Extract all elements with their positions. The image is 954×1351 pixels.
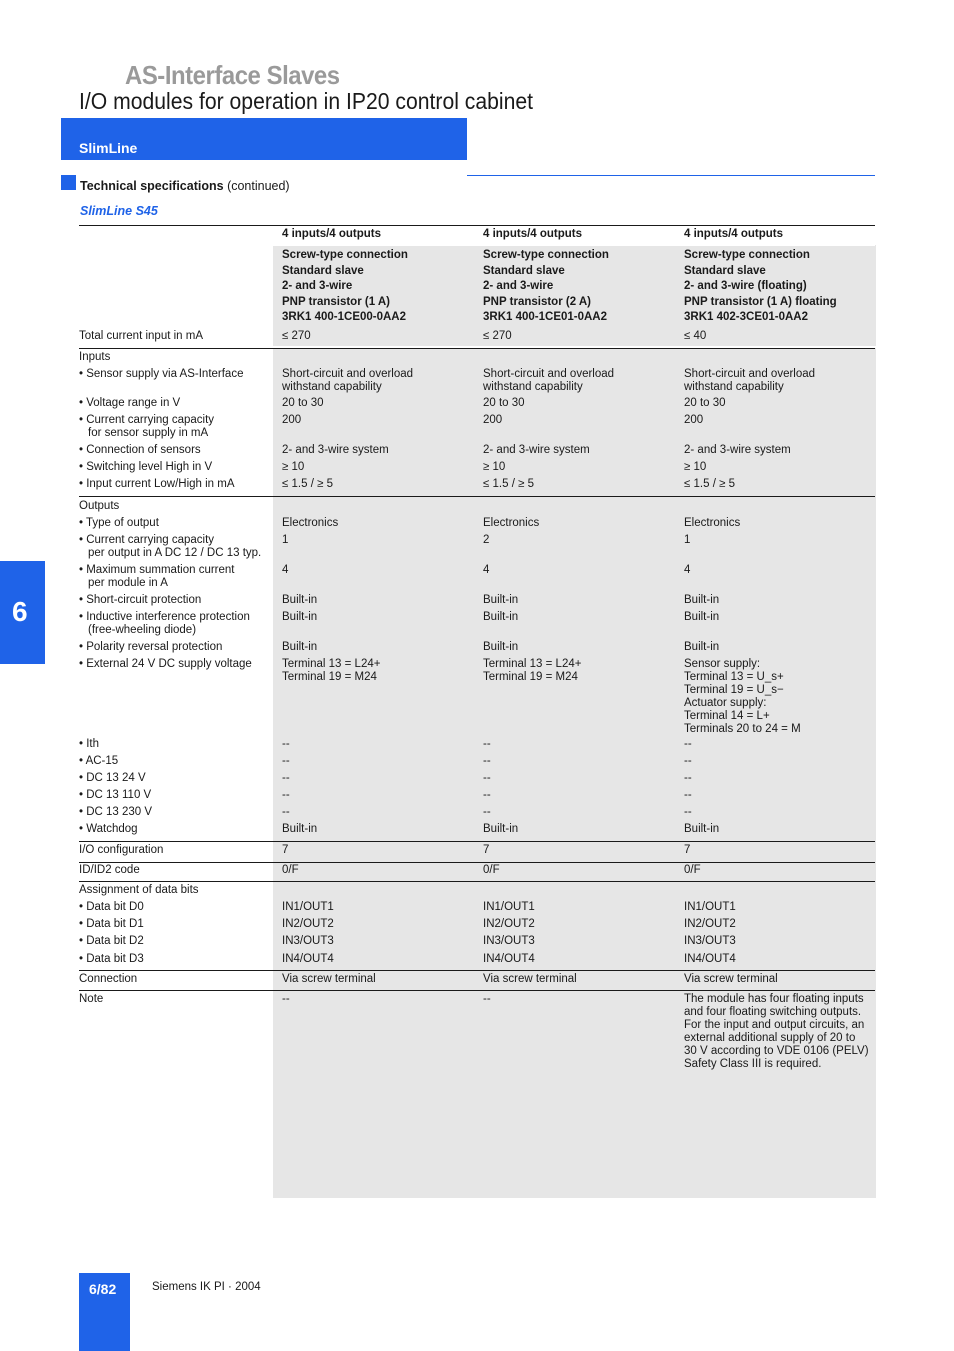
row-value: Built-in: [483, 594, 519, 606]
section-band: [61, 118, 467, 160]
row-value: ≤ 270: [483, 330, 512, 342]
row-label: Note: [79, 993, 104, 1005]
row-value: Terminal 13 = L24+ Terminal 19 = M24: [483, 658, 582, 683]
row-value: --: [282, 789, 290, 801]
row-label: • Connection of sensors: [79, 444, 201, 456]
row-label: Total current input in mA: [79, 330, 204, 342]
header-separator: [273, 245, 875, 246]
row-value: ≥ 10: [483, 461, 506, 473]
row-label: • Ith: [79, 738, 100, 750]
divider: [467, 175, 875, 176]
row-label: • Sensor supply via AS-Interface: [79, 368, 244, 380]
row-value: --: [282, 993, 290, 1005]
page-title: AS-Interface Slaves: [125, 60, 340, 90]
row-value: --: [684, 772, 692, 784]
row-value: Built-in: [483, 823, 519, 835]
row-value: Terminal 13 = L24+ Terminal 19 = M24: [282, 658, 381, 683]
row-value: --: [483, 993, 491, 1005]
row-value: Built-in: [684, 823, 720, 835]
bullet-square-icon: [61, 175, 76, 190]
table-rule: [79, 970, 875, 971]
column-description: Screw-type connection Standard slave 2- and 3-wire PNP transistor (1 A) 3RK1 400-1CE00-0AA2: [282, 249, 408, 323]
row-value: Short-circuit and overload withstand capability: [282, 368, 414, 393]
row-value: --: [483, 789, 491, 801]
chapter-number: 6: [12, 596, 28, 627]
column-heading: 4 inputs/4 outputs: [483, 228, 583, 240]
row-label: ID/ID2 code: [79, 864, 140, 876]
row-value: --: [684, 806, 692, 818]
row-value: 7: [684, 844, 691, 856]
row-value: Built-in: [282, 823, 318, 835]
row-value: ≥ 10: [684, 461, 707, 473]
row-value: IN4/OUT4: [483, 953, 535, 965]
row-value: Built-in: [282, 611, 318, 623]
table-rule: [79, 881, 875, 882]
row-value: Built-in: [684, 611, 720, 623]
row-label: • DC 13 230 V: [79, 806, 153, 818]
row-label: • Polarity reversal protection: [79, 641, 223, 653]
row-value: --: [483, 772, 491, 784]
row-label: • Data bit D0: [79, 901, 144, 913]
row-value: 2- and 3-wire system: [483, 444, 590, 456]
row-value: IN1/OUT1: [282, 901, 334, 913]
row-label: • Current carrying capacity per output in A DC 12 / DC 13 typ.: [79, 534, 262, 559]
row-value: IN3/OUT3: [282, 935, 334, 947]
row-value: Built-in: [483, 641, 519, 653]
column-heading: 4 inputs/4 outputs: [282, 228, 382, 240]
row-value: 200: [684, 414, 704, 426]
row-label: • Voltage range in V: [79, 397, 181, 409]
row-value: --: [483, 806, 491, 818]
table-rule: [79, 496, 875, 497]
row-value: --: [684, 789, 692, 801]
row-value: --: [282, 738, 290, 750]
row-value: --: [282, 806, 290, 818]
row-value: 0/F: [684, 864, 701, 876]
page-number: 6/82: [89, 1281, 117, 1297]
chapter-tab: [0, 561, 45, 664]
row-value: IN4/OUT4: [684, 953, 736, 965]
row-value: 20 to 30: [282, 397, 324, 409]
table-rule: [79, 348, 875, 349]
row-value: 1: [684, 534, 691, 546]
row-value: --: [483, 755, 491, 767]
row-label: I/O configuration: [79, 844, 164, 856]
column-description: Screw-type connection Standard slave 2- and 3-wire PNP transistor (2 A) 3RK1 400-1CE01-0AA2: [483, 249, 609, 323]
table-rule: [79, 225, 875, 226]
row-value: Built-in: [282, 641, 318, 653]
row-label: • Data bit D1: [79, 918, 144, 930]
row-value: IN1/OUT1: [684, 901, 736, 913]
row-value: IN3/OUT3: [483, 935, 535, 947]
row-label: Outputs: [79, 500, 120, 512]
row-value: ≤ 1.5 / ≥ 5: [282, 478, 333, 490]
row-value: 200: [483, 414, 503, 426]
row-value: --: [282, 772, 290, 784]
techspec-suffix: (continued): [227, 179, 290, 193]
row-label: • Data bit D2: [79, 935, 144, 947]
row-value: ≤ 270: [282, 330, 311, 342]
row-value: 2- and 3-wire system: [684, 444, 791, 456]
row-value: Sensor supply: Terminal 13 = U_s+ Terminal 19 = U_s− Actuator supply: Terminal 14 = L+ Terminals 20 to 24 = M: [684, 658, 801, 735]
row-value: The module has four floating inputs and four floating switching outputs. For the input and output circuits, an external additional supply of 20 to 30 V according to VDE 0106 (PELV) Safety Class III is required.: [684, 993, 869, 1070]
row-label: • DC 13 110 V: [79, 789, 152, 801]
row-value: 20 to 30: [684, 397, 726, 409]
section-label: SlimLine: [79, 140, 138, 156]
row-value: --: [684, 738, 692, 750]
row-label: Inputs: [79, 351, 111, 363]
row-value: Built-in: [282, 594, 318, 606]
row-value: Electronics: [684, 517, 741, 529]
row-label: • AC-15: [79, 755, 119, 767]
techspec-label: Technical specifications: [80, 179, 224, 193]
row-label: • Watchdog: [79, 823, 138, 835]
row-label: • Input current Low/High in mA: [79, 478, 235, 490]
row-value: Short-circuit and overload withstand capability: [483, 368, 615, 393]
row-value: --: [483, 738, 491, 750]
row-value: IN4/OUT4: [282, 953, 334, 965]
row-label: • Maximum summation current per module in A: [79, 564, 235, 589]
row-value: --: [684, 755, 692, 767]
row-value: 1: [282, 534, 289, 546]
row-value: --: [282, 755, 290, 767]
row-label: • Switching level High in V: [79, 461, 213, 473]
row-value: 200: [282, 414, 302, 426]
row-value: 4: [483, 564, 490, 576]
table-rule: [79, 841, 875, 842]
row-label: Connection: [79, 973, 138, 985]
row-label: • Current carrying capacity for sensor supply in mA: [79, 414, 215, 439]
row-value: IN2/OUT2: [684, 918, 736, 930]
row-value: Via screw terminal: [483, 973, 577, 985]
row-value: 2- and 3-wire system: [282, 444, 389, 456]
column-description: Screw-type connection Standard slave 2- and 3-wire (floating) PNP transistor (1 A) floating 3RK1 402-3CE01-0AA2: [684, 249, 837, 323]
row-value: 20 to 30: [483, 397, 525, 409]
row-value: 2: [483, 534, 490, 546]
row-label: Assignment of data bits: [79, 884, 199, 896]
table-rule: [79, 862, 875, 863]
row-value: Built-in: [483, 611, 519, 623]
row-value: IN3/OUT3: [684, 935, 736, 947]
row-value: IN2/OUT2: [483, 918, 535, 930]
row-value: 0/F: [483, 864, 500, 876]
row-value: IN2/OUT2: [282, 918, 334, 930]
page-subtitle: I/O modules for operation in IP20 control cabinet: [79, 88, 534, 114]
row-value: Electronics: [282, 517, 339, 529]
footer-text: Siemens IK PI · 2004: [152, 1281, 261, 1293]
row-value: IN1/OUT1: [483, 901, 535, 913]
row-value: 7: [282, 844, 289, 856]
row-value: ≥ 10: [282, 461, 305, 473]
row-value: Built-in: [684, 641, 720, 653]
row-value: ≤ 40: [684, 330, 707, 342]
row-value: Built-in: [684, 594, 720, 606]
row-value: 4: [684, 564, 691, 576]
row-label: • Short-circuit protection: [79, 594, 202, 606]
row-value: 0/F: [282, 864, 299, 876]
row-value: Via screw terminal: [282, 973, 376, 985]
row-label: • DC 13 24 V: [79, 772, 146, 784]
row-value: ≤ 1.5 / ≥ 5: [684, 478, 735, 490]
row-value: 7: [483, 844, 490, 856]
row-value: 4: [282, 564, 289, 576]
page-number-tab: [79, 1273, 130, 1351]
row-label: • Type of output: [79, 517, 159, 529]
column-heading: 4 inputs/4 outputs: [684, 228, 784, 240]
product-name: SlimLine S45: [80, 204, 158, 218]
row-value: Electronics: [483, 517, 540, 529]
techspec-heading: [80, 179, 290, 193]
row-label: • Inductive interference protection (free-wheeling diode): [79, 611, 250, 636]
row-value: Short-circuit and overload withstand capability: [684, 368, 816, 393]
row-value: Via screw terminal: [684, 973, 778, 985]
row-value: ≤ 1.5 / ≥ 5: [483, 478, 534, 490]
row-label: • External 24 V DC supply voltage: [79, 658, 252, 670]
row-label: • Data bit D3: [79, 953, 144, 965]
table-rule: [79, 990, 875, 991]
